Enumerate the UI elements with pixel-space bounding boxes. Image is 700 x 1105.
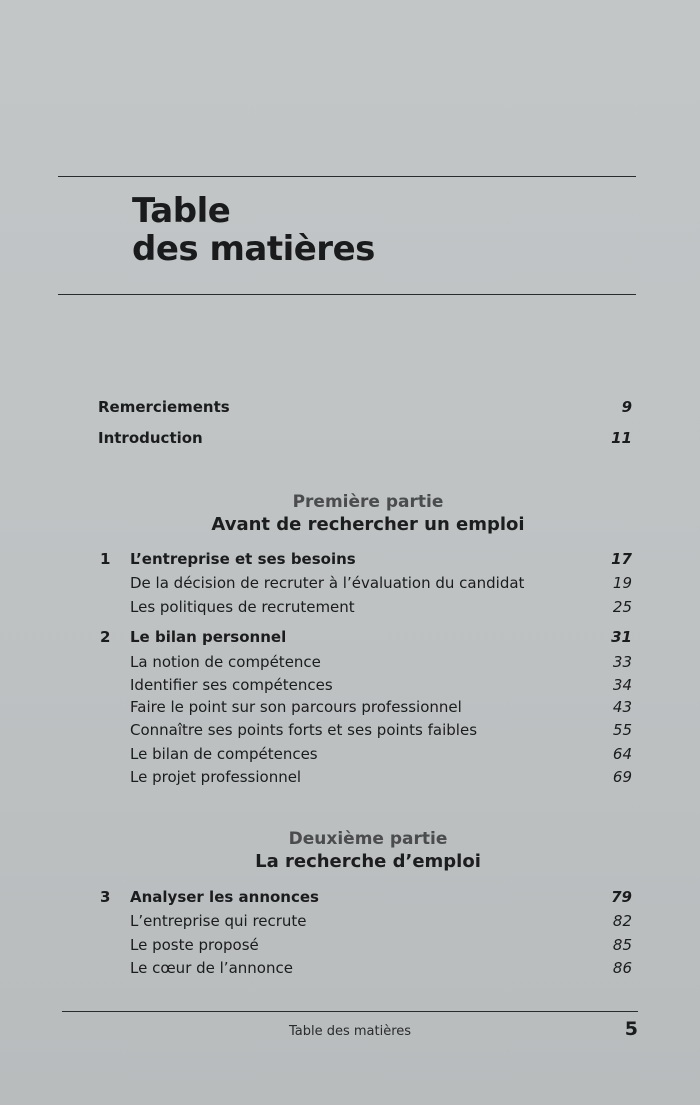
toc-section[interactable] <box>130 653 632 671</box>
section-page: 43 <box>612 698 632 716</box>
section-label: Faire le point sur son parcours professionnel <box>130 698 462 716</box>
toc-section[interactable] <box>130 574 632 592</box>
section-page: 25 <box>612 598 632 616</box>
chapter-number: 3 <box>100 888 111 906</box>
section-label: Les politiques de recrutement <box>130 598 355 616</box>
section-page: 34 <box>612 676 632 694</box>
toc-section[interactable] <box>130 768 632 786</box>
part-2-title: La recherche d’emploi <box>255 851 481 872</box>
toc-section[interactable] <box>130 676 632 694</box>
toc-entry-page: 11 <box>611 429 632 447</box>
toc-entry-introduction[interactable] <box>98 429 632 447</box>
toc-section[interactable] <box>130 598 632 616</box>
page-title <box>132 192 375 268</box>
chapter-label: L’entreprise et ses besoins <box>130 550 356 568</box>
section-page: 55 <box>612 721 632 739</box>
title-top-rule <box>58 176 636 177</box>
toc-entry-label: Introduction <box>98 429 203 447</box>
toc-section[interactable] <box>130 745 632 763</box>
toc-entry-page: 9 <box>621 398 632 416</box>
section-label: De la décision de recruter à l’évaluation du candidat <box>130 574 525 592</box>
chapter-label: Le bilan personnel <box>130 628 287 646</box>
toc-entry-remerciements[interactable] <box>98 398 632 416</box>
title-bottom-rule <box>58 294 636 295</box>
toc-section[interactable] <box>130 912 632 930</box>
title-line-2: des matières <box>132 229 375 269</box>
section-label: L’entreprise qui recrute <box>130 912 307 930</box>
part-1-title: Avant de rechercher un emploi <box>211 514 525 535</box>
part-1-kicker: Première partie <box>292 492 444 512</box>
section-page: 82 <box>612 912 632 930</box>
section-label: Le poste proposé <box>130 936 259 954</box>
title-line-1: Table <box>132 191 231 231</box>
toc-entry-label: Remerciements <box>98 398 230 416</box>
section-label: Le cœur de l’annonce <box>130 959 293 977</box>
chapter-label: Analyser les annonces <box>130 888 319 906</box>
page-number: 5 <box>624 1018 638 1040</box>
running-footer-title: Table des matières <box>288 1024 412 1039</box>
part-2-kicker: Deuxième partie <box>288 829 448 849</box>
footer-rule <box>62 1011 638 1012</box>
toc-section[interactable] <box>130 721 632 739</box>
chapter-page: 79 <box>611 888 632 906</box>
section-page: 86 <box>612 959 632 977</box>
toc-section[interactable] <box>130 959 632 977</box>
chapter-page: 31 <box>611 628 632 646</box>
section-label: Connaître ses points forts et ses points faibles <box>130 721 478 739</box>
toc-section[interactable] <box>130 698 632 716</box>
section-page: 69 <box>612 768 632 786</box>
section-page: 19 <box>612 574 632 592</box>
section-label: Le bilan de compétences <box>130 745 318 763</box>
section-page: 33 <box>612 653 632 671</box>
section-page: 85 <box>612 936 632 954</box>
toc-section[interactable] <box>130 936 632 954</box>
section-page: 64 <box>612 745 632 763</box>
section-label: La notion de compétence <box>130 653 321 671</box>
section-label: Le projet professionnel <box>130 768 302 786</box>
chapter-number: 2 <box>100 628 111 646</box>
chapter-page: 17 <box>611 550 632 568</box>
chapter-number: 1 <box>100 550 111 568</box>
section-label: Identifier ses compétences <box>130 676 333 694</box>
